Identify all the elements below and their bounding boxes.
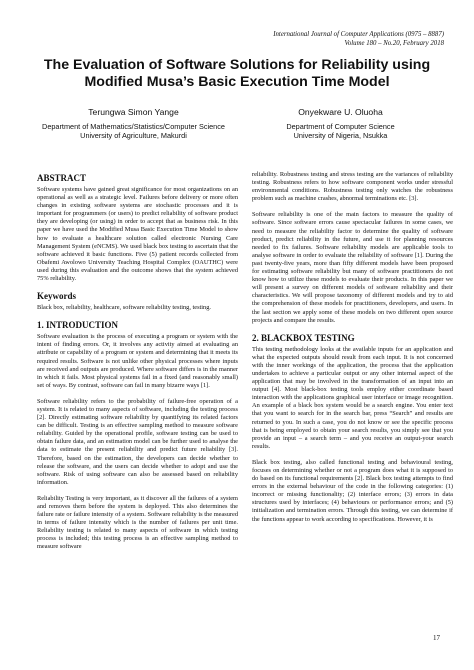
author-name: Terungwa Simon Yange (88, 107, 179, 117)
keywords-heading: Keywords (37, 291, 76, 302)
journal-volume: Volume 180 – No.20, February 2018 (344, 40, 444, 47)
body-paragraph: reliability. Robustness testing and stress testing are the variances of reliability testing. Robustness refers to how software component works under stressful environmental conditions. Robustness testing only watches the robustness problem such as machine crashes, abnormal terminations etc. [3]. (252, 171, 453, 203)
intro-paragraph: Software reliability refers to the probability of failure-free operation of a system. It is related to many aspects of software, including the testing process [2]. Directly estimating software reliability by quantifying its related factors can be difficult. Testing is an effective sampling method to measure software reliability. Guided by the operational profile, software testing can be used to obtain failure data, and an estimation model can be further used to analyse the data to estimate the present reliability and predict future reliability [3]. Therefore, based on the estimation, the developers can decide whether to release the software, and the users can decide whether to adopt and use the software. Risk of using software can also be assessed based on reliability information. (37, 397, 238, 486)
keywords-text: Black box, reliability, healthcare, software reliability testing, testing. (37, 304, 211, 312)
blackbox-heading: 2. BLACKBOX TESTING (252, 332, 355, 343)
author-affiliation: Department of Computer Science (286, 122, 395, 131)
intro-paragraph: Reliability Testing is very important, as it discover all the failures of a system and removes them before the system is deployed. This also determines the failure rate or failure intensity of a system. Software reliability is the measured in terms of failure intensity which is the number of failures per unit time. Reliability testing is related to many aspects of software in which testing process is included; this testing process is an effective sampling method to measure software (37, 494, 238, 551)
body-paragraph: Software reliability is one of the main factors to measure the quality of software. Since software errors cause spectacular failures in some cases, we need to measure the reliability factor to determine the quality of software product, predict reliability in the future, and use it for planning resources needed to fix failures. Software reliability models are applicable tools to analyse software in order to evaluate the reliability of software [1]. During the past twenty-five years, more than fifty different models have been proposed for estimating software reliability but many of software practitioners do not know how to utilize these models to evaluate their products. In this paper we will present a survey on different models of software reliability and their characteristics. We will propose taxonomy of different models and try to aid the comprehension of these models for practitioners, developers, and users. In the last section we apply some of these models on two different open source projects and compare the results. (252, 211, 453, 324)
authors-block (30, 107, 444, 140)
author-institution: University of Agriculture, Makurdi (80, 131, 187, 140)
right-column (252, 171, 453, 532)
intro-paragraph: Software evaluation is the process of executing a program or system with the intent of finding errors. Or, it involves any activity aimed at evaluating an attribute or capability of a program or system and determining that it meets its required results. Software is not unlike other physical processes where inputs are received and outputs are produced. Where software differs is in the manner in which it fails. Most physical systems fail in a fixed (and reasonably small) set of ways. By contrast, software can fail in many bizarre ways [1]. (37, 333, 238, 389)
journal-name: International Journal of Computer Applications (0975 – 8887) (273, 31, 444, 38)
author-1 (30, 107, 237, 140)
blackbox-paragraph: Black box testing, also called functional testing and behavioural testing, focuses on determining whether or not a program does what it is supposed to do based on its functional requirements [2]. Black box testing attempts to find errors in the external behaviour of the code in the following categories: (1) incorrect or missing functionality; (2) interface errors; (3) errors in data structures used by interfaces; (4) behaviours or performance errors; and (5) initialization and termination errors. Through this testing, we can determine if the functions appear to work according to specifications. However, it is (252, 458, 453, 523)
abstract-text: Software systems have gained great significance for most organizations on an operational as well as a strategic level. Failures before delivery or more often changes in existing software systems are stochastic processes and it is important for programmers (or users) to predict reliability of software product they are developing (or using) in order to accept that as business risk. In this paper we have used the Modified Musa Basic Execution Time Model to show how to evaluate a healthcare solution called electronic Nursing Care Management System (eNCMS). We used black box testing to ascertain that the software achieved it basic functions. Five (5) patient records collected from Obafemi Awolowo University Teaching Hospital Complex (OAUTHC) were used during this evaluation and the outcome shows that the system achieved 75% reliability. (37, 186, 238, 283)
left-column (37, 171, 238, 560)
author-institution: University of Nigeria, Nsukka (293, 131, 388, 140)
abstract-heading: ABSTRACT (37, 173, 87, 183)
page-number: 17 (433, 634, 440, 642)
journal-header (273, 30, 444, 48)
introduction-heading: 1. INTRODUCTION (37, 320, 119, 331)
author-2 (237, 107, 444, 140)
paper-title: The Evaluation of Software Solutions for Reliability using Modified Musa’s Basic Execution Time Model (43, 57, 431, 90)
author-name: Onyekware U. Oluoha (298, 107, 383, 117)
author-affiliation: Department of Mathematics/Statistics/Computer Science (42, 122, 225, 131)
blackbox-paragraph: This testing methodology looks at the available inputs for an application and what the expected outputs should result from each input. It is not concerned with the inner workings of the application, the process that the application undertakes to achieve a particular output or any other internal aspect of the application that may be involved in the transformation of an input into an output [4]. Most black-box testing tools employ either coordinate based interaction with the applications graphical user interface or image recognition. An example of a black box system would be a search engine. You enter text that you want to search for in the search bar, press “Search” and results are returned to you. In such a case, you do not know or see the specific process that is being employed to obtain your search results, you simply see that you provide an input – a search term – and you receive an output-your search results. (252, 345, 453, 450)
